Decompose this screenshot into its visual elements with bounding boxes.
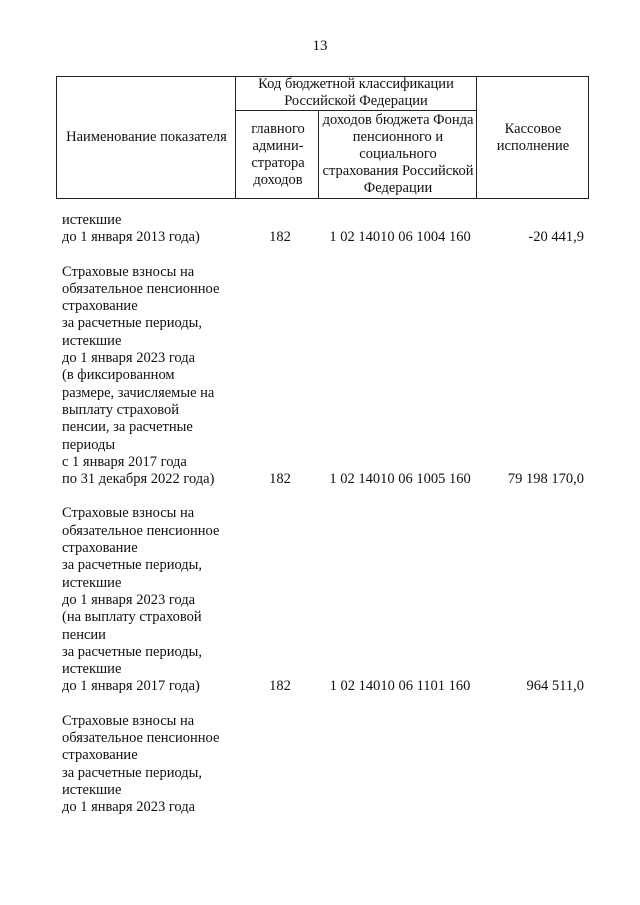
row-name-line: за расчетные периоды, bbox=[62, 557, 203, 574]
row-name-line: страхование bbox=[62, 298, 138, 315]
row-name-line: за расчетные периоды, bbox=[62, 764, 203, 781]
header-name-column: Наименование показателя bbox=[66, 129, 227, 145]
row-name-line: до 1 января 2023 года bbox=[62, 799, 196, 816]
row-name-line: истекшие bbox=[62, 212, 122, 228]
row-name-line: с 1 января 2017 года bbox=[62, 453, 187, 470]
row-name-line: Страховые взносы на bbox=[62, 263, 195, 280]
row-name-line: обязательное пенсионное bbox=[62, 280, 220, 297]
row-amount: 964 511,0 bbox=[526, 678, 584, 695]
row-name-line: пенсии bbox=[62, 626, 106, 643]
table-body bbox=[0, 212, 640, 834]
row-name-line: (на выплату страховой bbox=[62, 609, 202, 626]
row-name-line: до 1 января 2023 года bbox=[62, 591, 196, 608]
row-name-line: страхование bbox=[62, 540, 138, 557]
row-amount: 79 198 170,0 bbox=[507, 471, 584, 488]
row-name bbox=[0, 505, 262, 695]
row-kbk-code: 1 02 14010 06 1101 160 bbox=[329, 678, 471, 695]
table-row bbox=[0, 713, 640, 817]
row-name-line: (в фиксированном bbox=[62, 367, 175, 384]
row-name-line: за расчетные периоды, bbox=[62, 643, 203, 660]
table-header bbox=[56, 76, 589, 199]
row-admin-code: 182 bbox=[269, 471, 291, 488]
page-number: 13 bbox=[312, 38, 328, 54]
row-name-line: пенсии, за расчетные bbox=[62, 419, 193, 436]
row-name-line: Страховые взносы на bbox=[62, 712, 195, 729]
row-name-line: выплату страховой bbox=[62, 401, 180, 418]
row-admin-code: 182 bbox=[269, 678, 291, 695]
row-name-line: до 1 января 2017 года) bbox=[62, 678, 200, 695]
row-kbk-code: 1 02 14010 06 1004 160 bbox=[329, 229, 471, 246]
row-admin-code: 182 bbox=[269, 229, 291, 246]
row-kbk-code: 1 02 14010 06 1005 160 bbox=[329, 471, 471, 488]
row-name-line: по 31 декабря 2022 года) bbox=[62, 471, 215, 488]
header-admin-column: главного админи-стратора доходов bbox=[251, 120, 305, 188]
row-name-line: истекшие bbox=[62, 781, 122, 798]
row-name-line: истекшие bbox=[62, 661, 122, 678]
row-name-line: истекшие bbox=[62, 332, 122, 349]
row-name-line: периоды bbox=[62, 436, 116, 453]
header-execution-column: Кассовое исполнение bbox=[496, 120, 570, 154]
row-name-line: размере, зачисляемые на bbox=[62, 384, 215, 401]
header-revenue-column: доходов бюджета Фонда пенсионного и социального страхования Российской Федерации bbox=[322, 112, 474, 196]
row-name-line: истекшие bbox=[62, 574, 122, 591]
row-name bbox=[0, 212, 262, 247]
row-name-line: до 1 января 2023 года bbox=[62, 350, 196, 367]
row-name bbox=[0, 713, 262, 817]
row-name-line: до 1 января 2013 года) bbox=[62, 229, 200, 246]
row-name bbox=[0, 264, 262, 489]
row-name-line: обязательное пенсионное bbox=[62, 522, 220, 539]
row-name-line: обязательное пенсионное bbox=[62, 730, 220, 747]
row-amount: -20 441,9 bbox=[528, 229, 584, 246]
header-kbk-group: Код бюджетной классификации Российской Федерации bbox=[258, 76, 454, 109]
table-row bbox=[0, 505, 640, 695]
row-name-line: Страховые взносы на bbox=[62, 505, 195, 522]
row-name-line: страхование bbox=[62, 747, 138, 764]
table-row bbox=[0, 264, 640, 489]
table-row bbox=[0, 212, 640, 247]
row-name-line: за расчетные периоды, bbox=[62, 315, 203, 332]
